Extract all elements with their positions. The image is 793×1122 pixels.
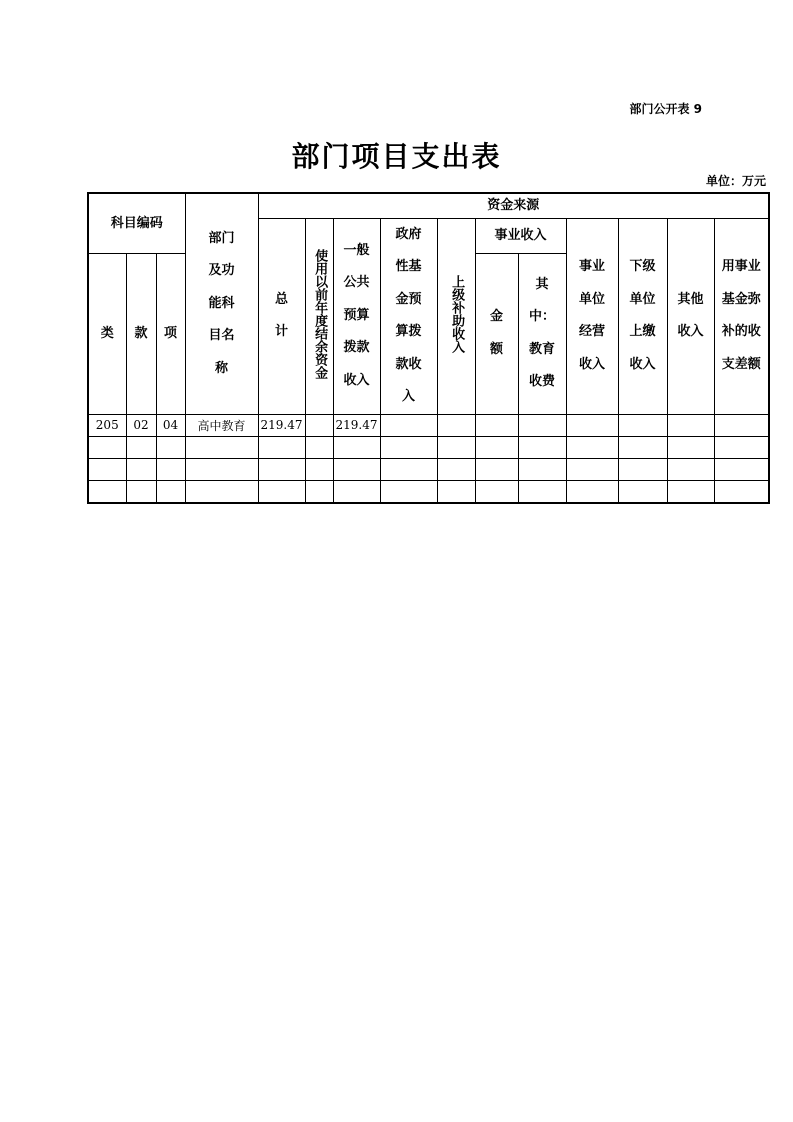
cell-superior <box>437 480 475 503</box>
cell-gov <box>380 414 437 436</box>
cell-subordinate <box>618 414 667 436</box>
header-other-income-text: 其他收入 <box>677 291 704 339</box>
header-kuan: 款 <box>126 254 156 414</box>
header-operation-income-text: 事业单位经营收入 <box>579 259 606 372</box>
cell-amount <box>475 480 518 503</box>
cell-lei <box>88 458 126 480</box>
table-row <box>88 436 769 458</box>
cell-total <box>258 458 305 480</box>
cell-balance <box>714 480 769 503</box>
unit-label: 单位：万元 <box>705 174 766 188</box>
cell-general <box>333 458 380 480</box>
header-superior-subsidy-text: 上级补助收入 <box>449 274 465 353</box>
cell-operation <box>566 414 618 436</box>
cell-xiang: 04 <box>156 414 185 436</box>
cell-total: 219.47 <box>258 414 305 436</box>
cell-general <box>333 480 380 503</box>
table-row <box>88 458 769 480</box>
cell-operation <box>566 458 618 480</box>
page-title: 部门项目支出表 <box>291 140 502 173</box>
cell-balance <box>714 414 769 436</box>
header-amount-text: 金额 <box>490 309 504 357</box>
header-total-text: 总计 <box>275 291 289 339</box>
cell-other <box>667 458 714 480</box>
cell-kuan <box>126 480 156 503</box>
header-business-income: 事业收入 <box>475 218 566 254</box>
cell-subordinate <box>618 436 667 458</box>
header-prev-balance-text: 使用以前年度结余资金 <box>312 248 328 379</box>
cell-lei <box>88 436 126 458</box>
cell-amount <box>475 458 518 480</box>
header-total <box>258 218 305 414</box>
header-of-which-edu-text: 其中：教育收费 <box>529 276 556 390</box>
cell-name <box>185 458 258 480</box>
header-gov-fund <box>380 218 437 414</box>
header-subordinate-income <box>618 218 667 414</box>
cell-operation <box>566 436 618 458</box>
project-expenditure-table <box>87 192 770 504</box>
cell-name <box>185 480 258 503</box>
header-prev-balance <box>305 218 333 414</box>
cell-operation <box>566 480 618 503</box>
cell-superior <box>437 436 475 458</box>
cell-xiang <box>156 480 185 503</box>
cell-amount <box>475 414 518 436</box>
cell-lei: 205 <box>88 414 126 436</box>
header-xiang: 项 <box>156 254 185 414</box>
cell-total <box>258 436 305 458</box>
header-general-budget-text: 一般公共预算拨款收入 <box>343 242 370 388</box>
cell-prev <box>305 414 333 436</box>
cell-xiang <box>156 436 185 458</box>
cell-kuan: 02 <box>126 414 156 436</box>
cell-kuan <box>126 436 156 458</box>
cell-amount <box>475 436 518 458</box>
cell-lei <box>88 480 126 503</box>
cell-other <box>667 480 714 503</box>
cell-subordinate <box>618 458 667 480</box>
header-fund-source: 资金来源 <box>258 193 769 218</box>
cell-other <box>667 414 714 436</box>
header-name-text: 部门及功能科目名称 <box>208 230 235 376</box>
cell-gov <box>380 480 437 503</box>
cell-balance <box>714 458 769 480</box>
header-superior-subsidy <box>437 218 475 414</box>
cell-prev <box>305 480 333 503</box>
header-operation-income <box>566 218 618 414</box>
cell-name <box>185 436 258 458</box>
cell-balance <box>714 436 769 458</box>
cell-edu <box>518 480 566 503</box>
cell-edu <box>518 458 566 480</box>
cell-total <box>258 480 305 503</box>
header-name <box>185 193 258 414</box>
cell-superior <box>437 458 475 480</box>
table-row <box>88 480 769 503</box>
header-fund-balance <box>714 218 769 414</box>
cell-prev <box>305 458 333 480</box>
cell-subordinate <box>618 480 667 503</box>
header-fund-balance-text: 用事业基金弥补的收支差额 <box>721 259 761 372</box>
cell-edu <box>518 436 566 458</box>
cell-name: 高中教育 <box>185 414 258 436</box>
header-amount <box>475 254 518 414</box>
header-general-budget <box>333 218 380 414</box>
cell-gov <box>380 458 437 480</box>
cell-other <box>667 436 714 458</box>
header-other-income <box>667 218 714 414</box>
cell-general <box>333 436 380 458</box>
cell-kuan <box>126 458 156 480</box>
cell-prev <box>305 436 333 458</box>
form-number: 部门公开表 9 <box>629 102 702 116</box>
table-row <box>88 414 769 436</box>
header-lei: 类 <box>88 254 126 414</box>
cell-edu <box>518 414 566 436</box>
cell-gov <box>380 436 437 458</box>
cell-xiang <box>156 458 185 480</box>
header-of-which-edu <box>518 254 566 414</box>
header-subordinate-income-text: 下级单位上缴收入 <box>629 259 656 372</box>
header-gov-fund-text: 政府性基金预算拨款收入 <box>395 226 422 404</box>
header-code: 科目编码 <box>88 193 185 254</box>
cell-superior <box>437 414 475 436</box>
cell-general: 219.47 <box>333 414 380 436</box>
